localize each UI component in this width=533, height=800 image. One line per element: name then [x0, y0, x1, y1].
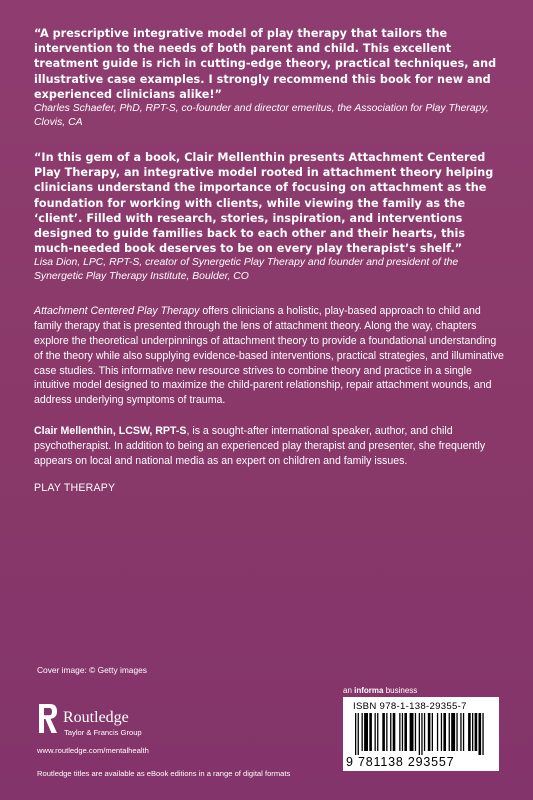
isbn-barcode — [343, 697, 499, 771]
publisher-website: www.routledge.com/mentalhealth — [37, 746, 149, 755]
barcode-bar — [482, 713, 483, 755]
barcode-bar — [393, 713, 396, 751]
book-title: Attachment Centered Play Therapy — [34, 305, 200, 318]
ebook-note: Routledge titles are available as eBook editions in a range of digital formats — [37, 769, 291, 778]
subject-category: PLAY THERAPY — [34, 482, 116, 495]
barcode-bar — [468, 713, 471, 751]
barcode-bar — [382, 713, 385, 751]
barcode-bar — [364, 713, 368, 751]
endorsement-quote-2: “In this gem of a book, Clair Mellenthin presents Attachment Centered Play Therapy, an integrative model rooted in attachment theory helping clinicians understand the importance of focusing on attachment as the foundation for working with clients, while viewing the family as the ‘client’. Filled with research, stories, inspiration, and interventions designed to guide families back to each other and their hearts, this much-needed book deserves to be on every play therapist’s shelf.” — [34, 151, 494, 256]
barcode-bars — [353, 713, 491, 755]
endorsement-attribution-2: Lisa Dion, LPC, RPT-S, creator of Synergetic Play Therapy and founder and president of the Synergetic Play Therapy Institute, Boulder, CO — [34, 257, 459, 283]
informa-brand: informa — [354, 686, 384, 695]
barcode-bar — [404, 713, 407, 751]
barcode-bar — [419, 713, 420, 755]
informa-business-label: an informa business — [343, 686, 418, 695]
barcode-bar — [451, 713, 455, 751]
barcode-bar — [355, 713, 356, 755]
publisher-group: Taylor & Francis Group — [64, 728, 142, 737]
barcode-bar — [456, 713, 457, 751]
barcode-bar — [472, 713, 473, 751]
barcode-bar — [475, 713, 478, 751]
routledge-logo-icon — [37, 702, 59, 736]
barcode-bar — [410, 713, 414, 751]
barcode-bar — [424, 713, 425, 751]
isbn-label: ISBN 978-1-138-29355-7 — [353, 701, 467, 712]
barcode-bar — [386, 713, 387, 751]
barcode-bar — [421, 713, 422, 755]
barcode-bar — [432, 713, 433, 751]
author-bio-body: , is a sought-after international speaker, author, and child psychotherapist. In addition to being an experienced play therapist and presenter, she frequently appears on local and national media as an expert on children and family issues. — [34, 425, 486, 467]
barcode-bar — [443, 713, 446, 751]
author-bio — [34, 424, 504, 468]
book-description-body: offers clinicians a holistic, play-based approach to child and family therapy that is presented through the lens of attachment theory. Along the way, chapters explore the theoretical underpinnings of attachment theory to provide a foundational understanding of the theory while also supplying evidence-based interventions, practical strategies, and illuminative case studies. This informative new resource strives to combine theory and practice in a single intuitive model designed to maximize the child-parent relationship, repair attachment wounds, and address underlying symptoms of trauma. — [34, 305, 504, 407]
barcode-bar — [479, 713, 482, 755]
barcode-bar — [415, 713, 416, 751]
barcode-bar — [399, 713, 400, 751]
barcode-bar — [402, 713, 403, 751]
endorsement-quote-1: “A prescriptive integrative model of play therapy that tailors the intervention to the needs of both parent and child. This excellent treatment guide is rich in cutting-edge theory, practical techniques, and illustrative case examples. I strongly recommend this book for new and experienced clinicians alike!” — [34, 27, 497, 101]
barcode-bar — [369, 713, 372, 751]
barcode-bar — [460, 713, 461, 751]
barcode-bar — [377, 713, 378, 751]
barcode-bar — [437, 713, 438, 751]
barcode-bar — [428, 713, 431, 751]
barcode-bar — [375, 713, 376, 751]
barcode-bar — [390, 713, 391, 751]
publisher-name: Routledge — [63, 709, 129, 726]
barcode-bar — [358, 713, 359, 755]
barcode-digits: 9 781138 293557 — [346, 755, 455, 769]
publisher-logo — [37, 702, 237, 742]
cover-image-credit: Cover image: © Getty images — [37, 665, 147, 675]
back-cover-text — [34, 26, 504, 495]
barcode-bar — [441, 713, 442, 751]
book-description — [34, 304, 504, 408]
barcode-bar — [463, 713, 464, 751]
barcode-bar — [449, 713, 450, 751]
author-name: Clair Mellenthin, LCSW, RPT-S — [34, 425, 187, 438]
barcode-bar — [362, 713, 363, 751]
endorsement-attribution-1: Charles Schaefer, PhD, RPT-S, co-founder and director emeritus, the Association for Play Therapy, Clovis, CA — [34, 103, 489, 129]
